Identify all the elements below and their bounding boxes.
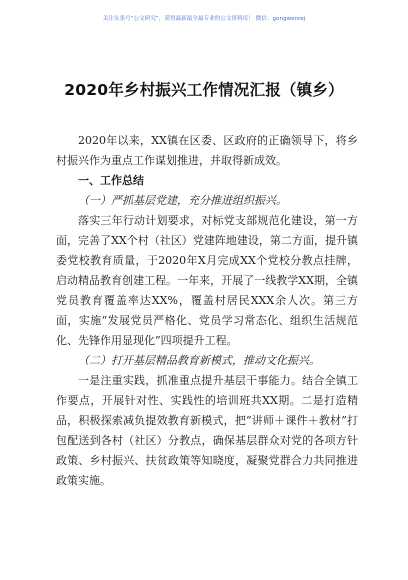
document-title: 2020年乡村振兴工作情况汇报（镇乡） [64, 81, 344, 99]
subsection-heading: （二）打开基层精品教育新模式，推动文化振兴。 [78, 354, 320, 367]
body-paragraph: 一是注重实践，抓准重点提升基层干事能力。结合全镇工作要点，开展针对性、实践性的培训班共XX期。二是打造精品，积极探索减负提效教育新模式，把“讲师＋课件＋教材”打包配送到各村（社区）分教点，确保基层群众对党的各项方针政策、乡村振兴、扶贫政策等知晓度，凝聚党群合力共同推进政策实施。 [56, 374, 358, 487]
header-banner: 关注头条号“公文研究”，获得最新最全最专业的公文资料库！ 微信：gongwenrej [102, 16, 306, 22]
body-paragraph: 落实三年行动计划要求，对标党支部规范化建设，第一方面，完善了XX个村（社区）党建阵地建设，第二方面，提升镇委党校教育质量，于2020年X月完成XX个党校分教点挂牌，启动精品教育创建工程。一年来，开展了一线教学XX期，全镇党员教育覆盖率达XX%，覆盖村居民XXX余人次。第三方面，实施“发展党员严格化、党员学习常态化、组织生活规范化、先锋作用显现化”四项提升工程。 [56, 214, 358, 347]
document-body [56, 131, 358, 491]
intro-paragraph: 2020年以来，XX镇在区委、区政府的正确领导下，将乡村振兴作为重点工作谋划推进，并取得新成效。 [56, 134, 358, 167]
section-heading: 一、工作总结 [78, 174, 144, 187]
subsection-heading: （一）严抓基层党建，充分推进组织振兴。 [78, 194, 287, 207]
